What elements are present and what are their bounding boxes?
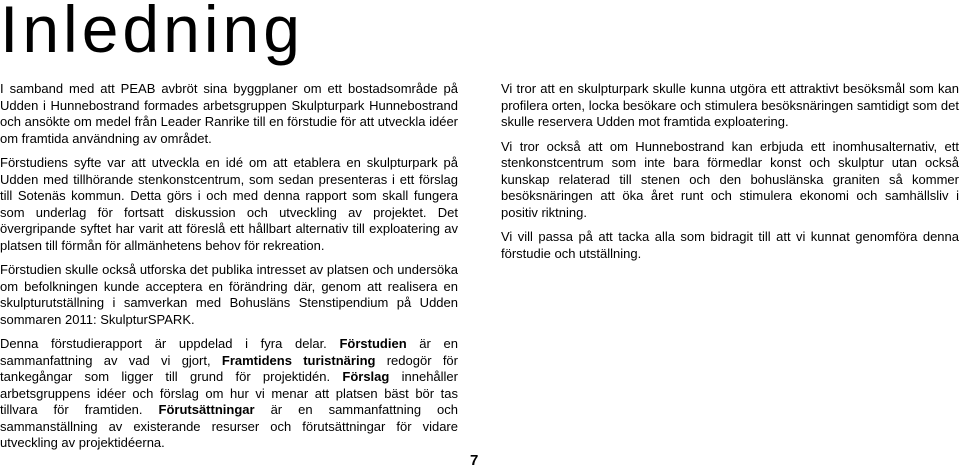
section-name-forslag: Förslag	[342, 369, 390, 384]
section-name-forutsattningar: Förutsättningar	[158, 402, 255, 417]
interest-paragraph: Förstudien skulle också utforska det publika intresset av platsen och undersöka om befolkningen kunde acceptera en förändring där, genom att realisera en skulpturutställning i samverkan med Bohusläns Stenstipendium på Udden sommaren 2011: SkulpturSPARK.	[0, 262, 458, 327]
thanks-paragraph: Vi vill passa på att tacka alla som bidragit till att vi kunnat genomföra denna förstudie och utställning.	[501, 229, 959, 261]
section-name-turistnaring: Framtidens turistnäring	[221, 352, 376, 368]
structure-text-5: är en sammanfattning och sammanställning av existerande resurser och förutsättningar för vidare utveckling av projektidéerna.	[0, 402, 459, 450]
section-name-forstudien: Förstudien	[339, 336, 407, 351]
report-text: Detta görs i och med denna rapport som skall fungera som underlag för fortsatt diskussion och utveckling av projektet. Det övergripande syftet har varit att föreslå ett hållbart alternativ till exploatering av platsen till förmån för allmänhetens behov för rekreation.	[0, 188, 458, 253]
page-title: Inledning	[0, 0, 304, 66]
structure-text-3: redogör för tankegångar som ligger till grund för projektidén.	[0, 352, 458, 384]
left-column	[0, 81, 458, 460]
vision-paragraph: Vi tror att en skulpturpark skulle kunna utgöra ett attraktivt besöksmål som kan profilera orten, locka besökare och stimulera besöksnäringen samtidigt som det skulle reservera Udden mot framtida exploatering.	[501, 81, 959, 129]
structure-paragraph	[0, 336, 458, 452]
purpose-paragraph	[0, 155, 458, 254]
structure-text-4: innehåller arbetsgruppens idéer och förslag om hur vi menar att platsen bäst bör tas tillvara för framtiden.	[0, 369, 458, 417]
page-number: 7	[470, 452, 479, 469]
purpose-text: Förstudiens syfte var att utveckla en idé om att etablera en skulpturpark på Udden med tillhörande stenkonstcentrum, som sedan presenteras i ett förslag till Sotenäs kommun.	[0, 155, 458, 203]
right-column	[501, 81, 959, 270]
structure-text-2: är en sammanfattning av vad vi gjort,	[0, 336, 458, 368]
intro-paragraph: I samband med att PEAB avbröt sina byggplaner om ett bostadsområde på Udden i Hunnebostrand formades arbetsgruppen Skulpturpark Hunnebostrand och ansökte om medel från Leader Ranrike till en förstudie för att utveckla idéer om framtida användning av området.	[0, 81, 458, 146]
structure-text-1: Denna förstudierapport är uppdelad i fyra delar.	[0, 336, 340, 351]
stone-center-paragraph: Vi tror också att om Hunnebostrand kan erbjuda ett inomhusalternativ, ett stenkonstcentrum som inte bara förmedlar konst och skulptur utan också kunskap relaterad till stenen och den bohuslänska graniten så kommer besöksnäringen att öka året runt och stimulera ekonomi och samhällsliv i positiv riktning.	[501, 138, 959, 220]
